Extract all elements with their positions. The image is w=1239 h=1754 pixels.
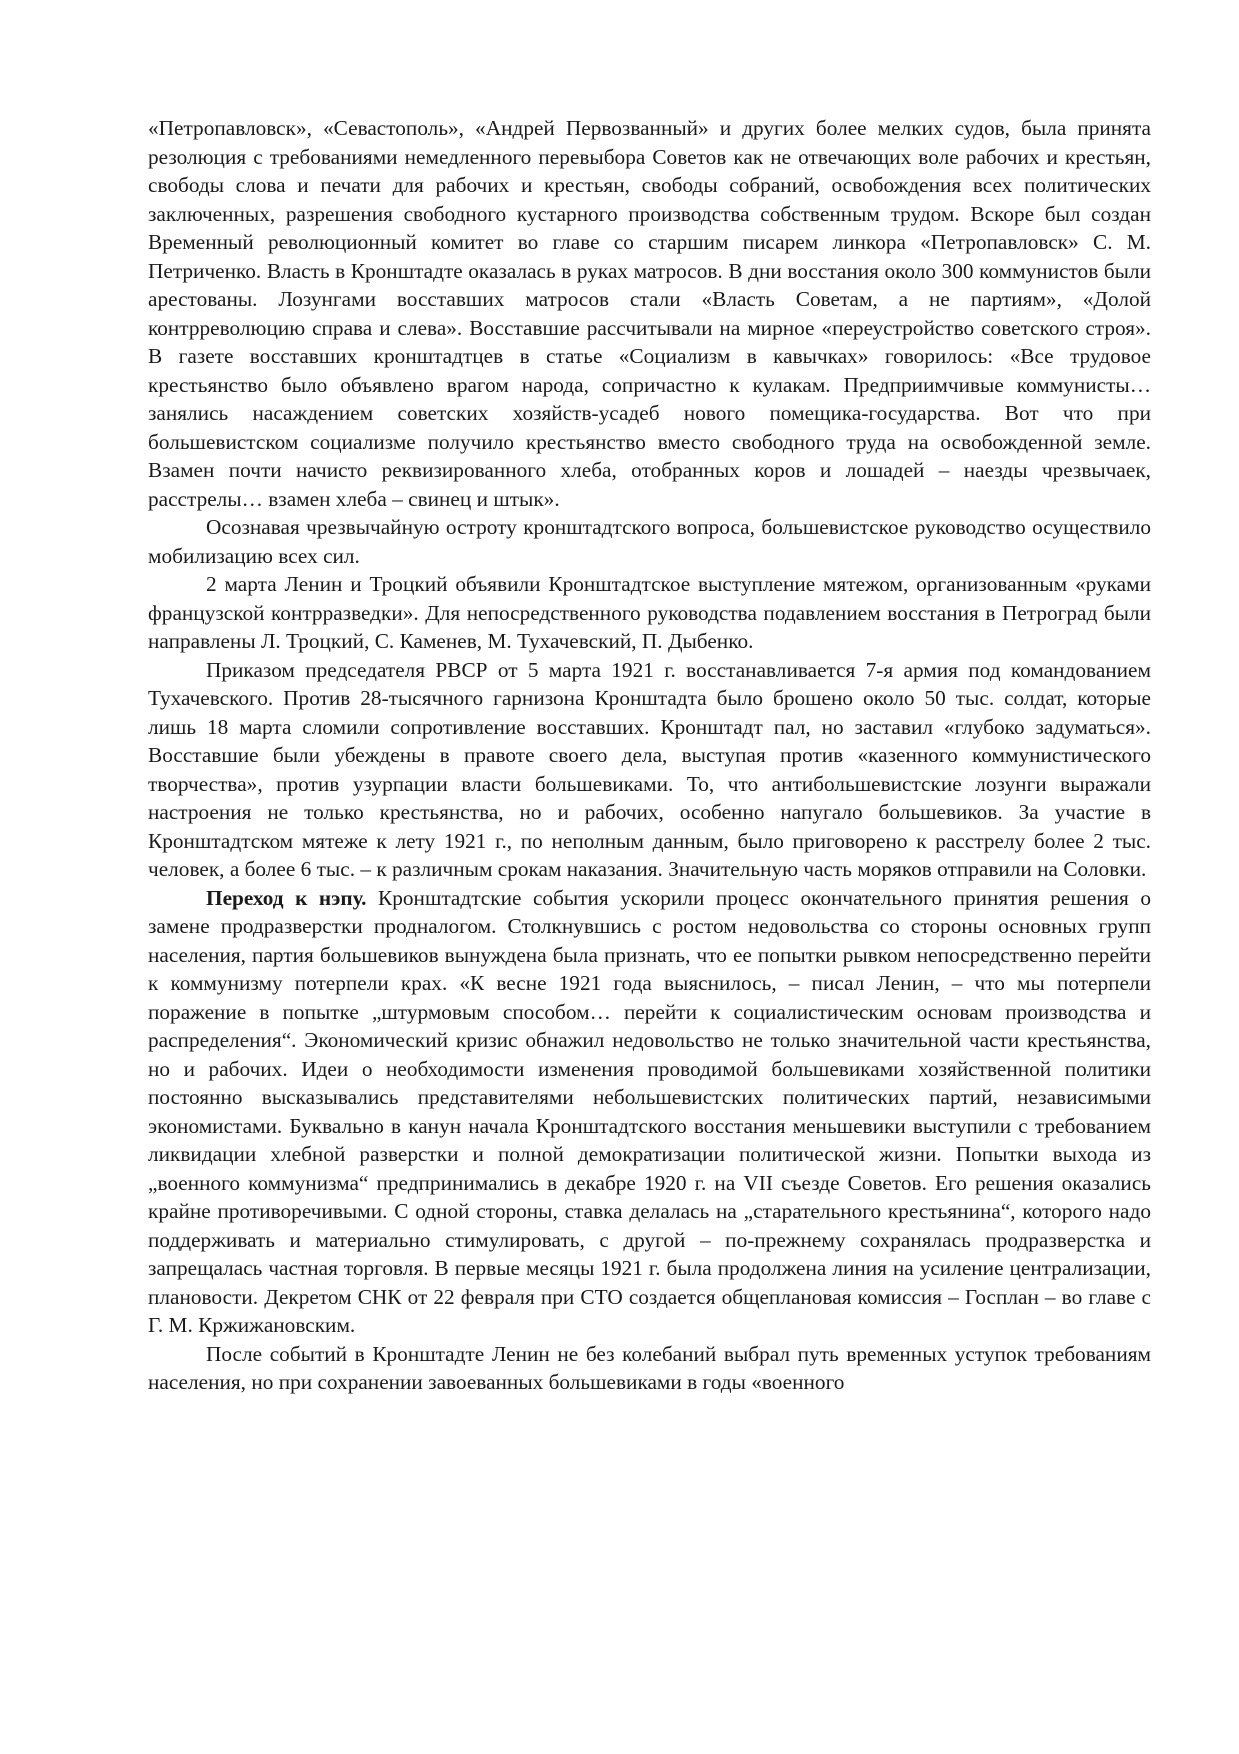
paragraph-kronstadt-resolution: «Петропавловск», «Севастополь», «Андрей Первозванный» и других более мелких судов, была принята резолюция с требованиями немедленного перевыбора Советов как не отвечающих воле рабочих и крестьян, свободы слова и печати для рабочих и крестьян, свободы собраний, освобождения всех политических заключенных, разрешения свободного кустарного производства собственным трудом. Вскоре был создан Временный революционный комитет во главе со старшим писарем линкора «Петропавловск» С. М. Петриченко. Власть в Кронштадте оказалась в руках матросов. В дни восстания около 300 коммунистов были арестованы. Лозунгами восставших матросов стали «Власть Советам, а не партиям», «Долой контрреволюцию справа и слева». Восставшие рассчитывали на мирное «переустройство советского строя». В газете восставших кронштадтцев в статье «Социализм в кавычках» говорилось: «Все трудовое крестьянство было объявлено врагом народа, сопричастно к кулакам. Предприимчивые коммунисты… занялись насаждением советских хозяйств-усадеб нового помещика-государства. Вот что при большевистском социализме получило крестьянство вместо свободного труда на освобожденной земле. Взамен почти начисто реквизированного хлеба, отобранных коров и лошадей – наезды чрезвычаек, расстрелы… взамен хлеба – свинец и штык».	[148, 116, 1151, 511]
paragraph-suppression: Приказом председателя РВСР от 5 марта 1921 г. восстанавливается 7-я армия под командованием Тухачевского. Против 28-тысячного гарнизона Кронштадта было брошено около 50 тыс. солдат, которые лишь 18 марта сломили сопротивление восставших. Кронштадт пал, но заставил «глубоко задуматься». Восставшие были убеждены в правоте своего дела, выступая против «казенного коммунистического творчества», против узурпации власти большевиками. То, что антибольшевистские лозунги выражали настроения не только крестьянства, но и рабочих, особенно напугало большевиков. За участие в Кронштадтском мятеже к лету 1921 г., по неполным данным, было приговорено к расстрелу более 2 тыс. человек, а более 6 тыс. – к различным срокам наказания. Значительную часть моряков отправили на Соловки.	[148, 657, 1151, 881]
paragraph-lenin-trotsky: 2 марта Ленин и Троцкий объявили Кронштадтское выступление мятежом, организованным «руками французской контрразведки». Для непосредственного руководства подавлением восстания в Петроград были направлены Л. Троцкий, С. Каменев, М. Тухачевский, П. Дыбенко.	[148, 572, 1151, 653]
paragraph-nep-body: Кронштадтские события ускорили процесс окончательного принятия решения о замене продразверстки продналогом. Столкнувшись с ростом недовольства со стороны основных групп населения, партия большевиков вынуждена была признать, что ее попытки рывком непосредственно перейти к коммунизму потерпели крах. «К весне 1921 года выяснилось, – писал Ленин, – что мы потерпели поражение в попытке „штурмовым способом… перейти к социалистическим основам производства и распределения“. Экономический кризис обнажил недовольство не только значительной части крестьянства, но и рабочих. Идеи о необходимости изменения проводимой большевиками хозяйственной политики постоянно высказывались представителями небольшевистских политических партий, независимыми экономистами. Буквально в канун начала Кронштадтского восстания меньшевики выступили с требованием ликвидации хлебной разверстки и полной демократизации политической жизни. Попытки выхода из „военного коммунизма“ предпринимались в декабре 1920 г. на VII съезде Советов. Его решения оказались крайне противоречивыми. С одной стороны, ставка делалась на „старательного крестьянина“, которого надо поддерживать и материально стимулировать, с другой – по-прежнему сохранялась продразверстка и запрещалась частная торговля. В первые месяцы 1921 г. была продолжена линия на усиление централизации, плановости. Декретом СНК от 22 февраля при СТО создается общеплановая комиссия – Госплан – во главе с Г. М. Кржижановским.	[148, 885, 1151, 1337]
paragraph-nep-transition	[148, 884, 1151, 1340]
document-page	[148, 114, 1151, 1397]
paragraph-mobilization: Осознавая чрезвычайную остроту кронштадтского вопроса, большевистское руководство осуществило мобилизацию всех сил.	[148, 515, 1151, 568]
section-heading-nep: Переход к нэпу.	[206, 885, 367, 910]
paragraph-after-kronstadt: После событий в Кронштадте Ленин не без колебаний выбрал путь временных уступок требованиям населения, но при сохранении завоеванных большевиками в годы «военного	[148, 1341, 1151, 1394]
